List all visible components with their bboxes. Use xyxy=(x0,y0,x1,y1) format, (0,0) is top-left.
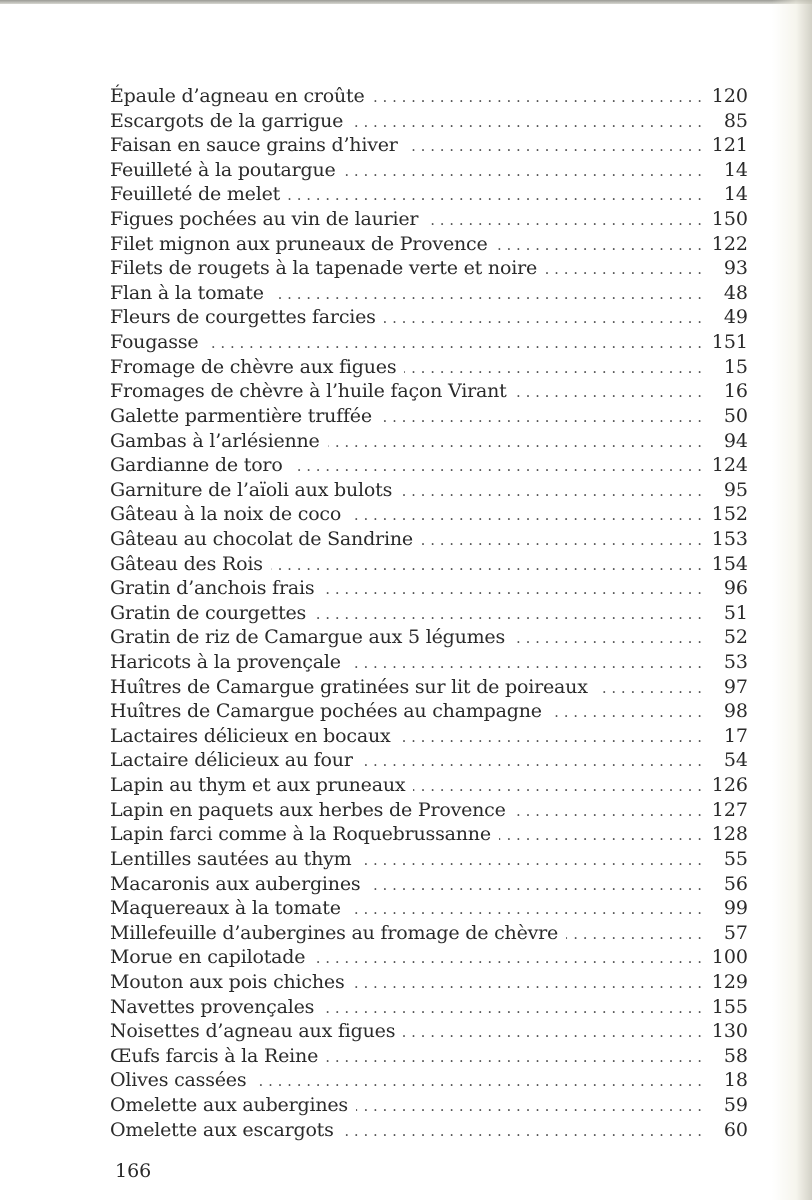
dot-leader xyxy=(515,380,702,405)
index-entry-page: 122 xyxy=(711,232,748,255)
dot-leader xyxy=(314,602,702,627)
index-entry-page: 53 xyxy=(723,651,748,674)
index-entry xyxy=(110,847,748,872)
index-entry-title: Maquereaux à la tomate xyxy=(110,897,341,920)
index-entry-title: Fleurs de courgettes farcies xyxy=(110,306,376,329)
dot-leader xyxy=(328,430,702,455)
index-entry xyxy=(110,109,748,134)
dot-leader xyxy=(380,405,702,430)
index-entry-page: 60 xyxy=(723,1118,748,1141)
index-entry-title: Noisettes d’agneau aux figues xyxy=(110,1020,396,1043)
index-entry xyxy=(110,921,748,946)
dot-leader xyxy=(353,971,703,996)
dot-leader xyxy=(499,823,702,848)
index-entry xyxy=(110,281,748,306)
page-number: 166 xyxy=(115,1160,152,1182)
dot-leader xyxy=(349,897,702,922)
page-gutter-shadow xyxy=(772,0,812,1200)
index-entry-title: Escargots de la garrigue xyxy=(110,109,344,132)
index-entry-page: 124 xyxy=(711,454,748,477)
dot-leader xyxy=(403,1020,702,1045)
index-entry xyxy=(110,1068,748,1093)
index-entry xyxy=(110,995,748,1020)
index-entry-title: Gratin de courgettes xyxy=(110,601,307,624)
index-entry xyxy=(110,625,748,650)
dot-leader xyxy=(513,626,702,651)
index-entry-title: Lactaire délicieux au four xyxy=(110,749,353,772)
index-entry-title: Feuilleté à la poutargue xyxy=(110,158,336,181)
index-entry-title: Filets de rougets à la tapenade verte et noire xyxy=(110,257,538,280)
dot-leader xyxy=(351,110,702,135)
dot-leader xyxy=(545,257,702,282)
dot-leader xyxy=(349,651,702,676)
index-entry xyxy=(110,822,748,847)
index-entry-title: Gâteau à la noix de coco xyxy=(110,503,342,526)
index-entry xyxy=(110,970,748,995)
index-entry xyxy=(110,675,748,700)
index-entry-title: Haricots à la provençale xyxy=(110,651,341,674)
index-entry-page: 128 xyxy=(711,823,748,846)
index-entry-page: 150 xyxy=(711,208,748,231)
index-entry-title: Navettes provençales xyxy=(110,995,315,1018)
dot-leader xyxy=(288,183,702,208)
index-entry-page: 57 xyxy=(723,921,748,944)
index-entry xyxy=(110,256,748,281)
index-entry-title: Flan à la tomate xyxy=(110,281,264,304)
dot-leader xyxy=(426,208,702,233)
dot-leader xyxy=(254,1069,702,1094)
index-entry-page: 126 xyxy=(711,774,748,797)
index-entry-title: Gardianne de toro xyxy=(110,454,283,477)
index-entry xyxy=(110,552,748,577)
index-entry xyxy=(110,650,748,675)
index-entry xyxy=(110,1044,748,1069)
dot-leader xyxy=(349,503,702,528)
dot-leader xyxy=(384,306,702,331)
recipe-index-list xyxy=(110,84,748,1142)
index-entry xyxy=(110,527,748,552)
index-entry-title: Gâteau des Rois xyxy=(110,552,263,575)
dot-leader xyxy=(496,233,702,258)
dot-leader xyxy=(322,996,702,1021)
dot-leader xyxy=(596,676,702,701)
index-entry-page: 151 xyxy=(711,331,748,354)
index-entry-page: 155 xyxy=(711,995,748,1018)
index-entry-page: 129 xyxy=(711,970,748,993)
index-entry-page: 99 xyxy=(723,897,748,920)
dot-leader xyxy=(271,553,702,578)
dot-leader xyxy=(373,85,702,110)
index-entry xyxy=(110,429,748,454)
index-entry-title: Omelette aux aubergines xyxy=(110,1093,348,1116)
index-entry-title: Galette parmentière truffée xyxy=(110,404,372,427)
index-entry xyxy=(110,798,748,823)
index-entry-title: Filet mignon aux pruneaux de Provence xyxy=(110,232,488,255)
index-entry xyxy=(110,896,748,921)
index-entry-title: Lapin en paquets aux herbes de Provence xyxy=(110,798,506,821)
index-entry-page: 48 xyxy=(723,281,748,304)
dot-leader xyxy=(326,1045,702,1070)
index-entry xyxy=(110,1019,748,1044)
index-entry-page: 95 xyxy=(723,478,748,501)
dot-leader xyxy=(406,134,702,159)
index-entry xyxy=(110,502,748,527)
index-entry-page: 58 xyxy=(723,1044,748,1067)
dot-leader xyxy=(550,700,702,725)
index-entry-page: 120 xyxy=(711,85,748,107)
dot-leader xyxy=(399,725,703,750)
index-entry xyxy=(110,232,748,257)
index-entry-page: 121 xyxy=(711,134,748,157)
dot-leader xyxy=(322,577,702,602)
index-entry-page: 55 xyxy=(723,847,748,870)
index-entry xyxy=(110,207,748,232)
dot-leader xyxy=(344,159,702,184)
dot-leader xyxy=(361,749,702,774)
index-entry xyxy=(110,699,748,724)
dot-leader xyxy=(356,1094,702,1119)
index-entry-page: 56 xyxy=(723,872,748,895)
index-entry-page: 130 xyxy=(711,1020,748,1043)
index-entry-page: 93 xyxy=(723,257,748,280)
index-entry-page: 96 xyxy=(723,577,748,600)
dot-leader xyxy=(400,479,702,504)
index-entry-page: 94 xyxy=(723,429,748,452)
index-entry-title: Lactaires délicieux en bocaux xyxy=(110,724,391,747)
index-entry xyxy=(110,724,748,749)
index-entry xyxy=(110,158,748,183)
page-top-edge xyxy=(0,0,812,4)
index-entry-title: Omelette aux escargots xyxy=(110,1118,334,1141)
index-entry-title: Lapin farci comme à la Roquebrussanne xyxy=(110,823,491,846)
index-entry xyxy=(110,748,748,773)
index-entry xyxy=(110,182,748,207)
dot-leader xyxy=(368,873,702,898)
index-entry-page: 97 xyxy=(723,675,748,698)
dot-leader xyxy=(359,848,702,873)
index-entry-page: 85 xyxy=(723,109,748,132)
index-entry xyxy=(110,84,748,109)
dot-leader xyxy=(206,331,702,356)
index-entry-title: Olives cassées xyxy=(110,1069,247,1092)
index-entry-page: 49 xyxy=(723,306,748,329)
dot-leader xyxy=(413,774,702,799)
dot-leader xyxy=(404,356,702,381)
index-entry xyxy=(110,453,748,478)
index-entry xyxy=(110,773,748,798)
index-entry-title: Fromages de chèvre à l’huile façon Virant xyxy=(110,380,507,403)
index-entry xyxy=(110,1093,748,1118)
index-entry xyxy=(110,601,748,626)
index-entry xyxy=(110,355,748,380)
index-entry-title: Gambas à l’arlésienne xyxy=(110,429,320,452)
index-entry-title: Gratin de riz de Camargue aux 5 légumes xyxy=(110,626,506,649)
index-entry-title: Garniture de l’aïoli aux bulots xyxy=(110,478,393,501)
index-entry xyxy=(110,404,748,429)
index-entry-page: 18 xyxy=(723,1069,748,1092)
index-entry-title: Macaronis aux aubergines xyxy=(110,872,361,895)
dot-leader xyxy=(421,528,702,553)
index-entry-page: 14 xyxy=(723,158,748,181)
index-entry-page: 100 xyxy=(711,946,748,969)
index-entry-page: 14 xyxy=(723,183,748,206)
index-entry-title: Millefeuille d’aubergines au fromage de chèvre xyxy=(110,921,559,944)
index-entry xyxy=(110,945,748,970)
index-entry-page: 50 xyxy=(723,404,748,427)
index-entry xyxy=(110,330,748,355)
dot-leader xyxy=(313,946,702,971)
index-entry-title: Lapin au thym et aux pruneaux xyxy=(110,774,406,797)
dot-leader xyxy=(272,282,702,307)
index-entry-title: Fromage de chèvre aux figues xyxy=(110,355,397,378)
dot-leader xyxy=(514,799,702,824)
index-entry xyxy=(110,478,748,503)
index-entry-title: Huîtres de Camargue pochées au champagne xyxy=(110,700,542,723)
index-entry-page: 127 xyxy=(711,798,748,821)
index-entry xyxy=(110,305,748,330)
index-entry-title: Lentilles sautées au thym xyxy=(110,847,352,870)
index-entry-page: 59 xyxy=(723,1093,748,1116)
index-entry-page: 54 xyxy=(723,749,748,772)
index-entry xyxy=(110,379,748,404)
index-entry-page: 152 xyxy=(711,503,748,526)
index-entry-title: Figues pochées au vin de laurier xyxy=(110,208,419,231)
index-entry-page: 98 xyxy=(723,700,748,723)
dot-leader xyxy=(342,1119,702,1144)
index-entry-page: 154 xyxy=(711,552,748,575)
dot-leader xyxy=(566,922,702,947)
index-entry-title: Huîtres de Camargue gratinées sur lit de poireaux xyxy=(110,675,588,698)
index-entry xyxy=(110,872,748,897)
index-entry-title: Faisan en sauce grains d’hiver xyxy=(110,134,398,157)
index-entry-title: Morue en capilotade xyxy=(110,946,306,969)
index-entry xyxy=(110,133,748,158)
index-entry-page: 52 xyxy=(723,626,748,649)
index-entry-title: Gâteau au chocolat de Sandrine xyxy=(110,527,413,550)
index-entry-page: 51 xyxy=(723,601,748,624)
index-entry-page: 153 xyxy=(711,527,748,550)
index-entry xyxy=(110,1118,748,1143)
index-entry-title: Œufs farcis à la Reine xyxy=(110,1044,319,1067)
index-entry xyxy=(110,576,748,601)
dot-leader xyxy=(291,454,702,479)
index-entry-page: 16 xyxy=(723,380,748,403)
index-entry-title: Mouton aux pois chiches xyxy=(110,970,345,993)
index-entry-title: Feuilleté de melet xyxy=(110,183,281,206)
index-entry-title: Gratin d’anchois frais xyxy=(110,577,315,600)
index-entry-title: Épaule d’agneau en croûte xyxy=(110,85,365,107)
index-entry-page: 15 xyxy=(723,355,748,378)
index-entry-title: Fougasse xyxy=(110,331,199,354)
index-entry-page: 17 xyxy=(723,724,748,747)
